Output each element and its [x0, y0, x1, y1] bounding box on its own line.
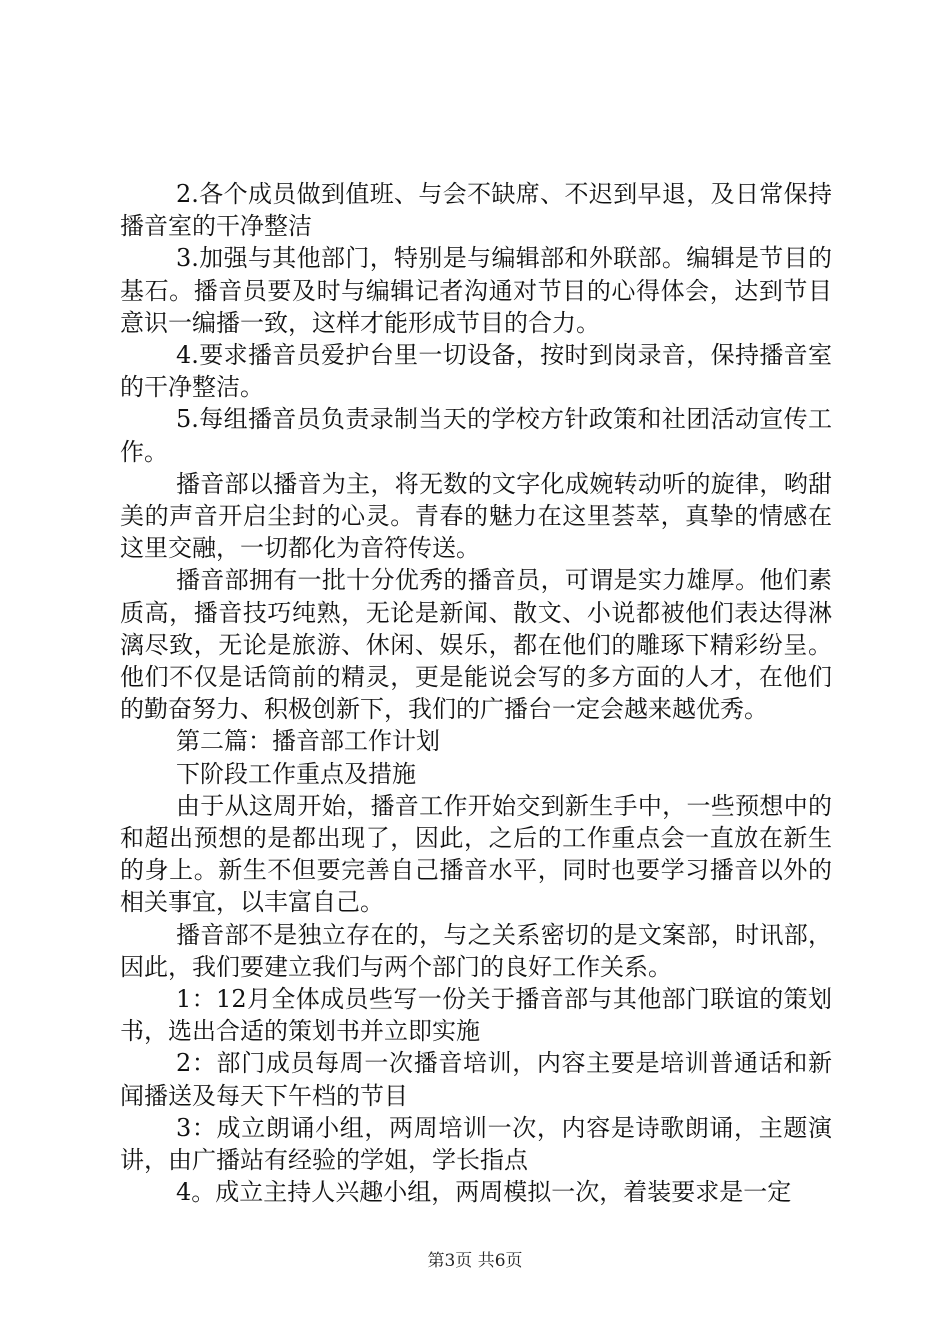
- list-item-4: 4。成立主持人兴趣小组，两周模拟一次，着装要求是一定: [176, 1178, 792, 1207]
- section-heading: 第二篇：播音部工作计划: [176, 727, 440, 756]
- paragraph-8: 播音部不是独立存在的，与之关系密切的是文案部，时讯部，因此，我们要建立我们与两个部门的良好工作关系。: [120, 920, 832, 981]
- list-item-3: 3：成立朗诵小组，两周培训一次，内容是诗歌朗诵，主题演讲，由广播站有经验的学姐，学长指点: [120, 1113, 832, 1175]
- document-body: [120, 178, 832, 1209]
- paragraph-7: 由于从这周开始，播音工作开始交到新生手中，一些预想中的和超出预想的是都出现了，因此，之后的工作重点会一直放在新生的身上。新生不但要完善自己播音水平，同时也要学习播音以外的相关事宜，以丰富自己。: [120, 791, 832, 917]
- list-item-2: 2：部门成员每周一次播音培训，内容主要是培训普通话和新闻播送及每天下午档的节目: [120, 1049, 832, 1110]
- paragraph-4: 5.每组播音员负责录制当天的学校方针政策和社团活动宣传工作。: [120, 405, 832, 466]
- list-item-1: 1：12月全体成员些写一份关于播音部与其他部门联谊的策划书，选出合适的策划书并立即实施: [120, 985, 832, 1046]
- paragraph-6: 播音部拥有一批十分优秀的播音员，可谓是实力雄厚。他们素质高，播音技巧纯熟，无论是新闻、散文、小说都被他们表达得淋漓尽致，无论是旅游、休闲、娱乐，都在他们的雕琢下精彩纷呈。他们不仅是话筒前的精灵，更是能说会写的多方面的人才，在他们的勤奋努力、积极创新下，我们的广播台一定会越来越优秀。: [120, 566, 832, 724]
- paragraph-2: 3.加强与其他部门，特别是与编辑部和外联部。编辑是节目的基石。播音员要及时与编辑记者沟通对节目的心得体会，达到节目意识一编播一致，这样才能形成节目的合力。: [120, 244, 832, 337]
- page-number-footer: 第3页 共6页: [427, 1251, 523, 1271]
- paragraph-1: 2.各个成员做到值班、与会不缺席、不迟到早退，及日常保持播音室的干净整洁: [120, 180, 832, 241]
- paragraph-3: 4.要求播音员爱护台里一切设备，按时到岗录音，保持播音室的干净整洁。: [120, 341, 832, 402]
- sub-heading: 下阶段工作重点及措施: [176, 759, 416, 788]
- paragraph-5: 播音部以播音为主，将无数的文字化成婉转动听的旋律，哟甜美的声音开启尘封的心灵。青春的魅力在这里荟萃，真挚的情感在这里交融，一切都化为音符传送。: [120, 469, 832, 563]
